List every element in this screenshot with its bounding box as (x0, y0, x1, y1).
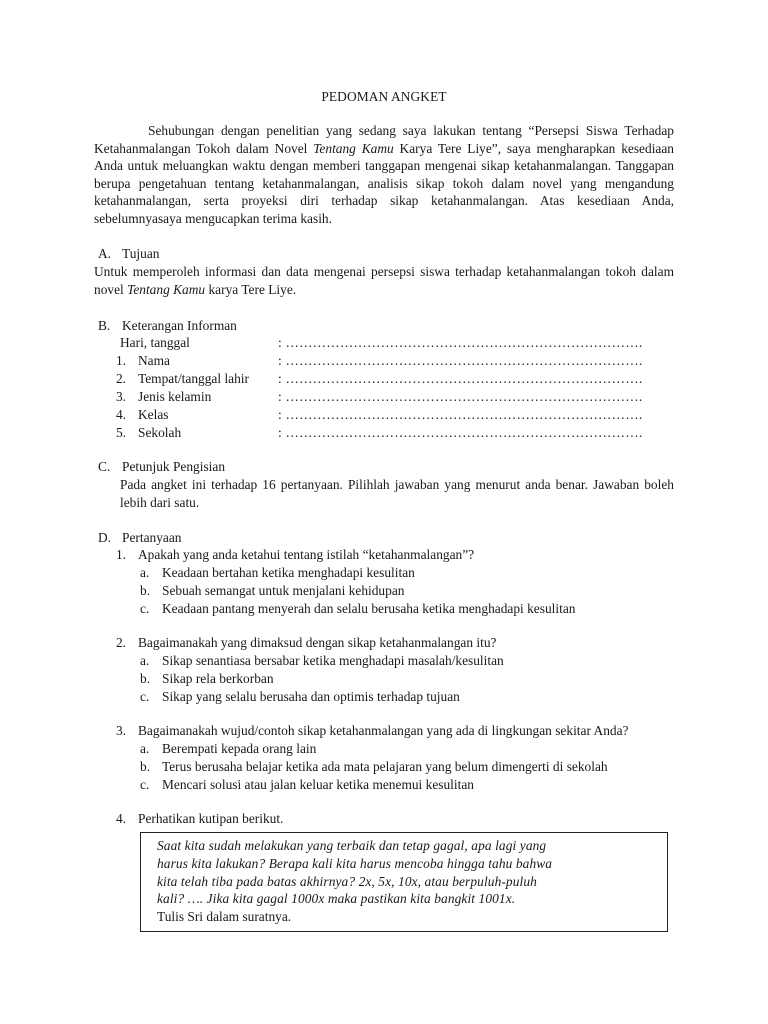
section-c-title: Petunjuk Pengisian (122, 459, 226, 474)
info-number: 3. (115, 389, 126, 404)
section-c-text: Pada angket ini terhadap 16 pertanyaan. Pilihlah jawaban yang menurut anda benar. Jawaban boleh lebih dari satu. (120, 477, 674, 510)
option-text: Berempati kepada orang lain (162, 741, 317, 756)
info-row-birth (112, 370, 692, 388)
option-letter: a. (140, 565, 150, 580)
info-fill-line[interactable]: : ……………………………………………………………………. (278, 371, 643, 386)
option-text: Sikap senantiasa bersabar ketika menghadapi masalah/kesulitan (162, 653, 504, 668)
section-c-heading (98, 458, 225, 476)
info-row-name (112, 352, 692, 370)
option-letter: b. (140, 671, 151, 686)
info-row-date (112, 334, 692, 352)
question-number: 1. (115, 547, 126, 562)
info-label-birth: Tempat/tanggal lahir (138, 371, 249, 386)
info-row-class (112, 406, 692, 424)
quote-line: kali? …. Jika kita gagal 1000x maka pastikan kita bangkit 1001x. (157, 891, 516, 907)
question-number: 3. (115, 723, 126, 738)
question-number: 2. (115, 635, 126, 650)
info-number: 2. (115, 371, 126, 386)
option-letter: c. (140, 601, 150, 616)
section-a-heading (98, 245, 159, 263)
intro-text-2: Karya Tere Liye”, saya mengharapkan kesediaan Anda untuk meluangkan waktu dengan memberi tanggapan mengenai sikap ketahanmalangan. Tanggapan berupa pengetahuan tentang ketahanmalangan, analisis sikap tokoh dalam novel yang mengandung ketahanmalangan, serta proyeksi diri terhadap sikap ketahanmalangan. Atas kesediaan Anda, sebelumnyasaya mengucapkan terima kasih. (94, 140, 674, 226)
section-b-heading (98, 317, 237, 335)
question-text: Perhatikan kutipan berikut. (138, 811, 284, 826)
option-text: Sebuah semangat untuk menjalani kehidupan (162, 583, 405, 598)
info-fill-line[interactable]: : ……………………………………………………………………. (278, 407, 643, 422)
option-letter: c. (140, 689, 150, 704)
intro-paragraph (94, 122, 674, 228)
quote-line: Saat kita sudah melakukan yang terbaik dan tetap gagal, apa lagi yang (157, 838, 547, 853)
section-c-paragraph (120, 476, 674, 511)
document-title: PEDOMAN ANGKET (321, 89, 447, 104)
info-number: 4. (115, 407, 126, 422)
info-label-date: Hari, tanggal (120, 335, 190, 350)
option-text: Mencari solusi atau jalan keluar ketika menemui kesulitan (162, 777, 474, 792)
intro-novel-title: Tentang Kamu (313, 140, 394, 156)
info-label-gender: Jenis kelamin (138, 389, 212, 404)
info-label-school: Sekolah (138, 425, 182, 440)
option-text: Sikap yang selalu berusaha dan optimis terhadap tujuan (162, 689, 460, 704)
option-text: Sikap rela berkorban (162, 671, 274, 686)
info-label-name: Nama (138, 353, 170, 368)
section-a-text-1: Untuk memperoleh informasi dan data mengenai persepsi siswa terhadap ketahanmalangan tokoh dalam novel (94, 264, 674, 297)
quote-text (157, 837, 653, 908)
section-a-novel-title: Tentang Kamu (127, 281, 206, 297)
option-letter: b. (140, 583, 151, 598)
section-a-letter: A. (98, 246, 112, 261)
info-number: 1. (115, 353, 126, 368)
section-a-title: Tujuan (122, 246, 160, 261)
info-fill-line[interactable]: : ……………………………………………………………………. (278, 389, 643, 404)
section-d-title: Pertanyaan (122, 530, 182, 545)
option-letter: b. (140, 759, 151, 774)
option-letter: c. (140, 777, 150, 792)
quote-box (140, 832, 668, 932)
section-a-paragraph (94, 263, 674, 298)
quote-line: harus kita lakukan? Berapa kali kita harus mencoba hingga tahu bahwa (157, 855, 553, 871)
question-number: 4. (115, 811, 126, 826)
info-fill-line[interactable]: : ……………………………………………………………………. (278, 335, 643, 350)
intro-text-1: Sehubungan dengan penelitian yang sedang saya lakukan tentang “Persepsi Siswa Terhadap Ketahanmalangan Tokoh dalam Novel (94, 123, 674, 156)
question-text: Bagaimanakah wujud/contoh sikap ketahanmalangan yang ada di lingkungan sekitar Anda? (138, 723, 629, 738)
option-text: Terus berusaha belajar ketika ada mata pelajaran yang belum dimengerti di sekolah (162, 759, 608, 774)
section-b-title: Keterangan Informan (122, 318, 237, 333)
option-letter: a. (140, 653, 150, 668)
option-text: Keadaan bertahan ketika menghadapi kesulitan (162, 565, 415, 580)
option-text: Keadaan pantang menyerah dan selalu berusaha ketika menghadapi kesulitan (162, 601, 576, 616)
section-b-letter: B. (98, 318, 111, 333)
quote-source: Tulis Sri dalam suratnya. (157, 909, 292, 925)
question-text: Apakah yang anda ketahui tentang istilah “ketahanmalangan”? (138, 547, 475, 562)
section-d-letter: D. (98, 530, 112, 545)
quote-line: kita telah tiba pada batas akhirnya? 2x, 5x, 10x, atau berpuluh-puluh (157, 873, 537, 889)
info-label-class: Kelas (138, 407, 169, 422)
info-row-gender (112, 388, 692, 406)
info-row-school (112, 424, 692, 442)
question-text: Bagaimanakah yang dimaksud dengan sikap ketahanmalangan itu? (138, 635, 497, 650)
info-fill-line[interactable]: : ……………………………………………………………………. (278, 353, 643, 368)
section-c-letter: C. (98, 459, 111, 474)
info-fill-line[interactable]: : ……………………………………………………………………. (278, 425, 643, 440)
section-d-heading (98, 529, 182, 547)
section-a-text-2: karya Tere Liye. (205, 281, 297, 297)
info-number: 5. (115, 425, 126, 440)
option-letter: a. (140, 741, 150, 756)
